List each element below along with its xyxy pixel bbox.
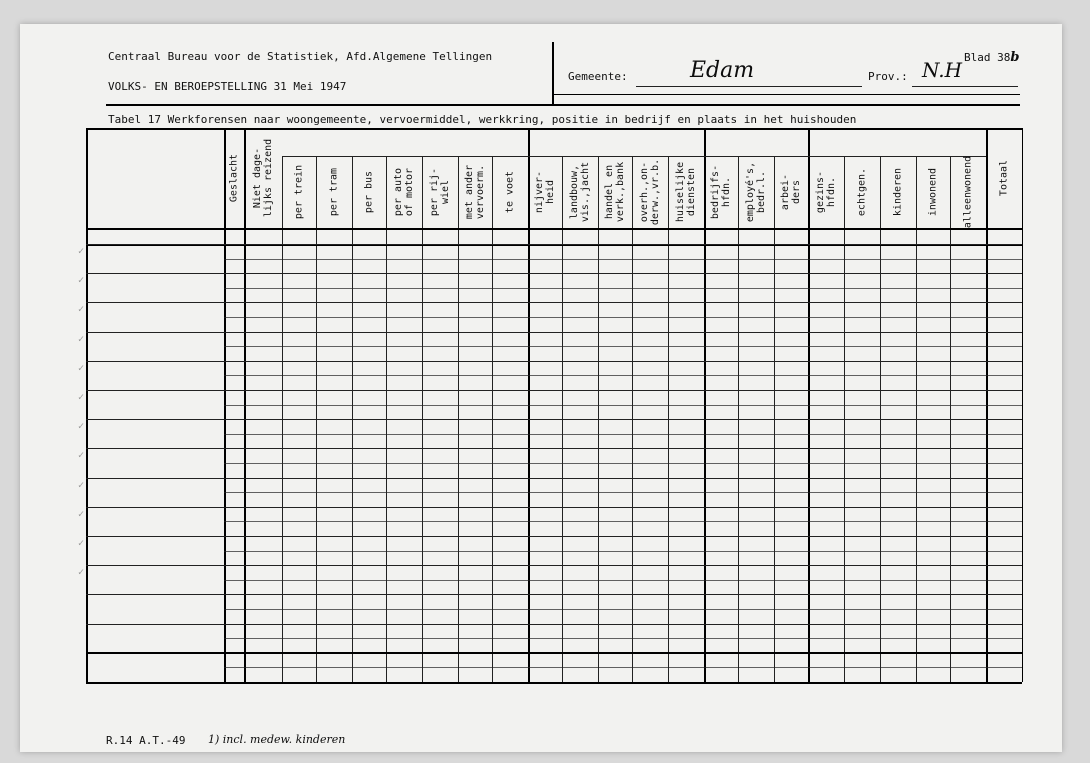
- bureau-heading: Centraal Bureau voor de Statistiek, Afd.Algemene Tellingen: [108, 50, 493, 63]
- check-mark: ✓: [78, 362, 85, 374]
- form-code: R.14 A.T.-49: [106, 734, 186, 747]
- col-header-17: employé's, bedr.l.: [745, 161, 767, 223]
- grid-hline: [224, 346, 1022, 347]
- census-form-sheet: [20, 24, 1062, 752]
- grid-hline: [86, 565, 1022, 566]
- grid-hline: [224, 259, 1022, 260]
- grid-hline: [224, 521, 1022, 522]
- prov-value: N.H: [922, 58, 963, 82]
- grid-hline: [224, 463, 1022, 464]
- grid-hline: [224, 317, 1022, 318]
- col-header-10: te voet: [504, 170, 516, 214]
- col-header-8: per rij- wiel: [429, 167, 451, 217]
- check-mark: ✓: [78, 246, 85, 257]
- check-mark: ✓: [78, 392, 85, 403]
- grid-hline: [224, 667, 1022, 668]
- grid-hline: [86, 244, 1022, 245]
- grid-hline: [224, 434, 1022, 435]
- col-header-4: per trein: [293, 164, 305, 220]
- col-header-20: echtgen.: [856, 167, 868, 217]
- grid-hline: [86, 228, 1022, 230]
- grid-hline: [282, 156, 986, 157]
- table-title: Tabel 17 Werkforensen naar woongemeente, vervoermiddel, werkkring, positie in bedrijf en plaats in het huishouden: [108, 113, 857, 126]
- grid-hline: [86, 302, 1022, 303]
- check-mark: ✓: [78, 421, 85, 433]
- check-mark: ✓: [78, 450, 85, 462]
- grid-hline: [224, 492, 1022, 493]
- grid-hline: [224, 609, 1022, 610]
- check-mark: ✓: [78, 479, 85, 491]
- grid-hline: [224, 551, 1022, 552]
- check-mark: ✓: [78, 567, 85, 579]
- col-header-3: Niet dage- lijks reizend: [252, 138, 274, 218]
- grid-hline: [224, 375, 1022, 376]
- col-header-9: met ander vervoerm.: [464, 164, 486, 220]
- col-header-22: inwonend: [927, 167, 939, 217]
- blad-number: Blad 38: [964, 51, 1011, 64]
- grid-hline: [86, 390, 1022, 391]
- grid-hline: [86, 361, 1022, 362]
- col-header-6: per bus: [363, 170, 375, 214]
- grid-hline: [224, 638, 1022, 639]
- grid-hline: [86, 594, 1022, 595]
- gemeente-value: Edam: [690, 58, 755, 83]
- col-header-7: per auto of motor: [393, 167, 415, 217]
- col-header-13: handel en verk.,bank: [604, 161, 626, 223]
- col-header-11: nijver- heid: [534, 170, 556, 214]
- prov-label: Prov.:: [868, 70, 908, 83]
- col-header-5: per tram: [328, 167, 340, 217]
- blad-suffix: b: [1010, 50, 1020, 65]
- col-header-2: Geslacht: [228, 153, 240, 203]
- col-header-15: huiselijke diensten: [675, 161, 697, 223]
- grid-hline: [86, 419, 1022, 420]
- census-title: VOLKS- EN BEROEPSTELLING 31 Mei 1947: [108, 80, 347, 93]
- col-header-23: alleenwonend: [962, 155, 974, 229]
- col-header-21: kinderen: [892, 167, 904, 217]
- grid-hline: [86, 536, 1022, 537]
- check-mark: ✓: [78, 304, 85, 316]
- col-header-18: arbei- ders: [780, 173, 802, 211]
- grid-hline: [224, 580, 1022, 581]
- grid-hline: [86, 128, 1022, 130]
- grid-hline: [86, 682, 1022, 684]
- grid-hline: [86, 332, 1022, 333]
- footnote: 1) incl. medew. kinderen: [208, 733, 346, 746]
- check-mark: ✓: [78, 333, 85, 345]
- grid-hline: [86, 448, 1022, 449]
- col-header-16: bedrijfs- hfdn.: [710, 164, 732, 220]
- grid-hline: [86, 478, 1022, 479]
- col-header-12: landbouw, vis.,jacht: [569, 161, 591, 223]
- check-mark: ✓: [78, 275, 85, 287]
- grid-hline: [224, 405, 1022, 406]
- col-header-19: gezins- hfdn.: [815, 170, 837, 214]
- col-header-14: overh.,on- derw.,vr.b.: [639, 158, 661, 226]
- check-mark: ✓: [78, 538, 85, 549]
- gemeente-label: Gemeente:: [568, 70, 628, 83]
- grid-hline: [86, 652, 1022, 654]
- blad-label: [964, 50, 1019, 65]
- grid-hline: [224, 288, 1022, 289]
- grid-vline: [1022, 128, 1023, 682]
- grid-vline: [86, 128, 88, 682]
- grid-hline: [86, 624, 1022, 625]
- grid-hline: [86, 273, 1022, 274]
- check-mark: ✓: [78, 508, 85, 520]
- grid-hline: [86, 507, 1022, 508]
- col-header-24: Totaal: [998, 159, 1010, 197]
